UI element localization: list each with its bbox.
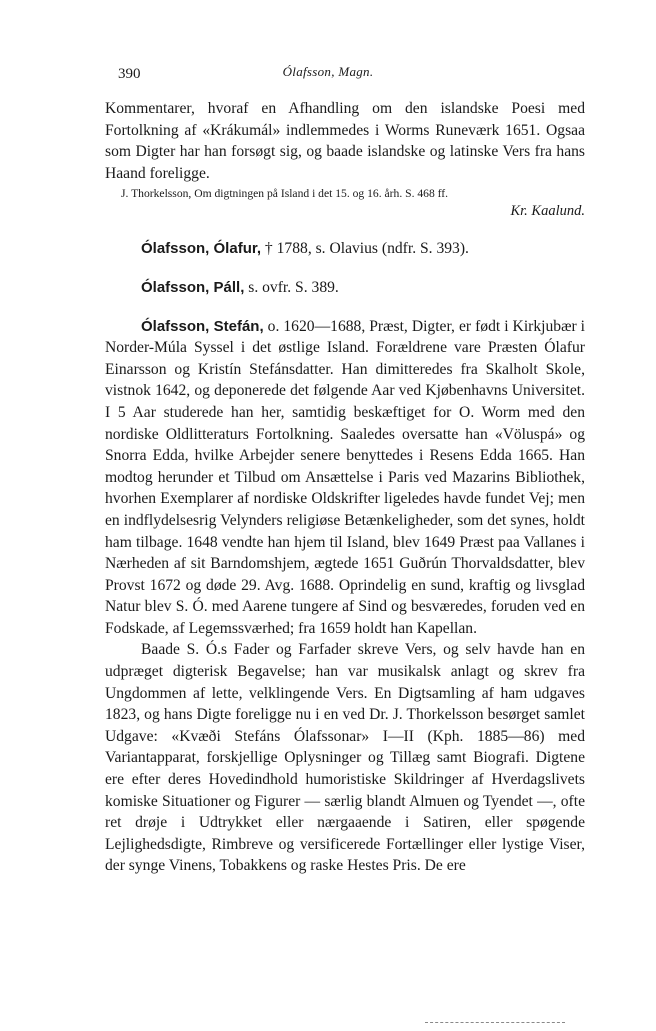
page-number: 390 (118, 66, 141, 82)
entry-pall (105, 277, 585, 299)
entry-text: s. ovfr. S. 389. (244, 278, 339, 296)
headword: Ólafsson, Stefán, (141, 317, 264, 335)
footer-rule (425, 1022, 565, 1023)
text-column (105, 98, 585, 877)
author-signature: Kr. Kaalund. (510, 203, 585, 220)
bibliographic-reference: J. Thorkelsson, Om digtningen på Island i det 15. og 16. årh. S. 468 ff. (121, 187, 449, 201)
entry-stefan (105, 316, 585, 640)
entry-text: † 1788, s. Olavius (ndfr. S. 393). (261, 240, 469, 258)
headword: Ólafsson, Páll, (141, 278, 245, 296)
entry-stefan-paragraph-2: Baade S. Ó.s Fader og Farfader skreve Vers, og selv havde han en udpræget digterisk Begavelse; han var musikalsk anlagt og skrev fra Ungdommen af lette, velklingende Vers. En Digtsamling af ham udgaves 1823, og hans Digte foreligge nu i en ved Dr. J. Thorkelsson besørget samlet Udgave: «Kvæði Stefáns Ólafssonar» I—II (Kph. 1885—86) med Variantapparat, forskjellige Oplysninger og Tillæg samt Biografi. Digtene ere efter deres Hovedindhold humoristiske Skildringer af Hverdagslivets komiske Situationer og Figurer — særlig blandt Almuen og Tyendet —, ofte ret drøje i Udtrykket eller nærgaaende i Satiren, eller spøgende Lejlighedsdigte, Rimbreve og versificerede Fortællinger eller lystige Viser, der synge Vinens, Tobakkens og raske Hestes Pris. De ere (105, 641, 585, 875)
entry-olafur (105, 238, 585, 260)
entry-paragraph: o. 1620—1688, Præst, Digter, er født i Kirkjubær i Norder-Múla Syssel i det østlige Island. Forældrene vare Præsten Ólafur Einarsson og Kristín Stefánsdatter. Han dimitteredes fra Skalholt Skole, vistnok 1642, og deponerede det følgende Aar ved Kjøbenhavns Universitet. I 5 Aar studerede han her, samtidig beskæftiget for O. Worm med den nordiske Oldlitteraturs Fortolkning. Saaledes oversatte han «Völuspá» og Snorra Edda, hvilke Arbejder senere benyttedes i Resens Edda 1665. Han modtog herunder et Tilbud om Ansættelse i Paris ved Mazarins Bibliothek, hvorhen Exemplarer af nordiske Oldskrifter ligeledes havde fundet Vej; men en indflydelsesrig Velynders religiøse Betænkeligheder, som det synes, holdt ham tilbage. 1648 vendte han hjem til Island, blev 1649 Præst paa Vallanes i Nærheden af sit Barndomshjem, ægtede 1651 Guðrún Thorvaldsdatter, blev Provst 1672 og døde 29. Avg. 1688. Oprindelig en sund, kraftig og livsglad Natur blev S. Ó. med Aarene tungere af Sind og besværedes, foruden ved en Fodskade, af Legemssværhed; fra 1659 holdt han Kapellan. (105, 317, 586, 637)
previous-entry-text: Kommentarer, hvoraf en Afhandling om den islandske Poesi med Fortolkning af «Krákumál» indlemmedes i Worms Runeværk 1651. Ogsaa som Digter har han forsøgt sig, og baade islandske og latinske Vers fra hans Haand foreligge. (105, 100, 585, 182)
headword: Ólafsson, Ólafur, (141, 240, 262, 258)
running-head: Ólafsson, Magn. (282, 64, 374, 79)
